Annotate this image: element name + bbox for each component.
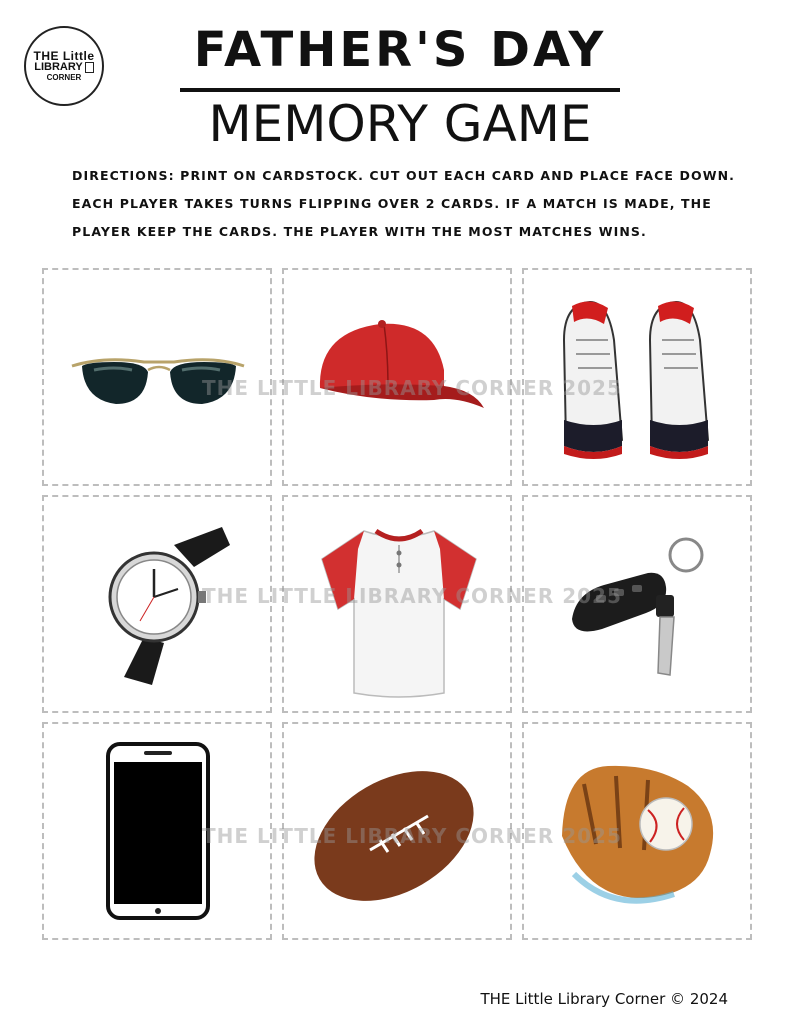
directions-line-1: DIRECTIONS: PRINT ON CARDSTOCK. CUT OUT EACH CARD AND PLACE FACE DOWN. [72, 168, 735, 183]
memory-card-watch[interactable] [42, 495, 272, 713]
title-divider [180, 88, 620, 92]
memory-card-football[interactable] [282, 722, 512, 940]
baseball-cap-icon [284, 270, 514, 488]
memory-card-grid [42, 268, 754, 940]
memory-card-glove[interactable] [522, 722, 752, 940]
smartphone-icon [44, 724, 274, 942]
wristwatch-icon [44, 497, 274, 715]
watermark-row-3: THE LITTLE LIBRARY CORNER 2025 [202, 824, 622, 848]
watermark-row-2: THE LITTLE LIBRARY CORNER 2025 [202, 584, 622, 608]
memory-card-shirt[interactable] [282, 495, 512, 713]
sunglasses-icon [44, 270, 274, 488]
book-icon [85, 62, 94, 73]
memory-card-sneakers[interactable] [522, 268, 752, 486]
footer-copyright: THE Little Library Corner © 2024 [480, 990, 728, 1008]
page-title-line-2: MEMORY GAME [208, 95, 592, 153]
brand-logo [24, 26, 104, 106]
watermark-row-1: THE LITTLE LIBRARY CORNER 2025 [202, 376, 622, 400]
memory-card-phone[interactable] [42, 722, 272, 940]
baseball-glove-icon [524, 724, 754, 942]
memory-card-cap[interactable] [282, 268, 512, 486]
directions-line-3: PLAYER KEEP THE CARDS. THE PLAYER WITH THE MOST MATCHES WINS. [72, 224, 647, 239]
football-icon [284, 724, 514, 942]
logo-line-2-text: LIBRARY [34, 61, 83, 73]
car-key-icon [524, 497, 754, 715]
logo-line-2 [34, 62, 93, 73]
baseball-shirt-icon [284, 497, 514, 715]
directions-text [72, 162, 742, 246]
page-title-line-1: FATHER'S DAY [193, 22, 607, 78]
memory-card-sunglasses[interactable] [42, 268, 272, 486]
logo-line-3: CORNER [46, 73, 82, 82]
directions-line-2: EACH PLAYER TAKES TURNS FLIPPING OVER 2 CARDS. IF A MATCH IS MADE, THE [72, 196, 712, 211]
memory-card-key[interactable] [522, 495, 752, 713]
sneakers-icon [524, 270, 754, 488]
logo-line-1: THE Little [33, 49, 95, 63]
